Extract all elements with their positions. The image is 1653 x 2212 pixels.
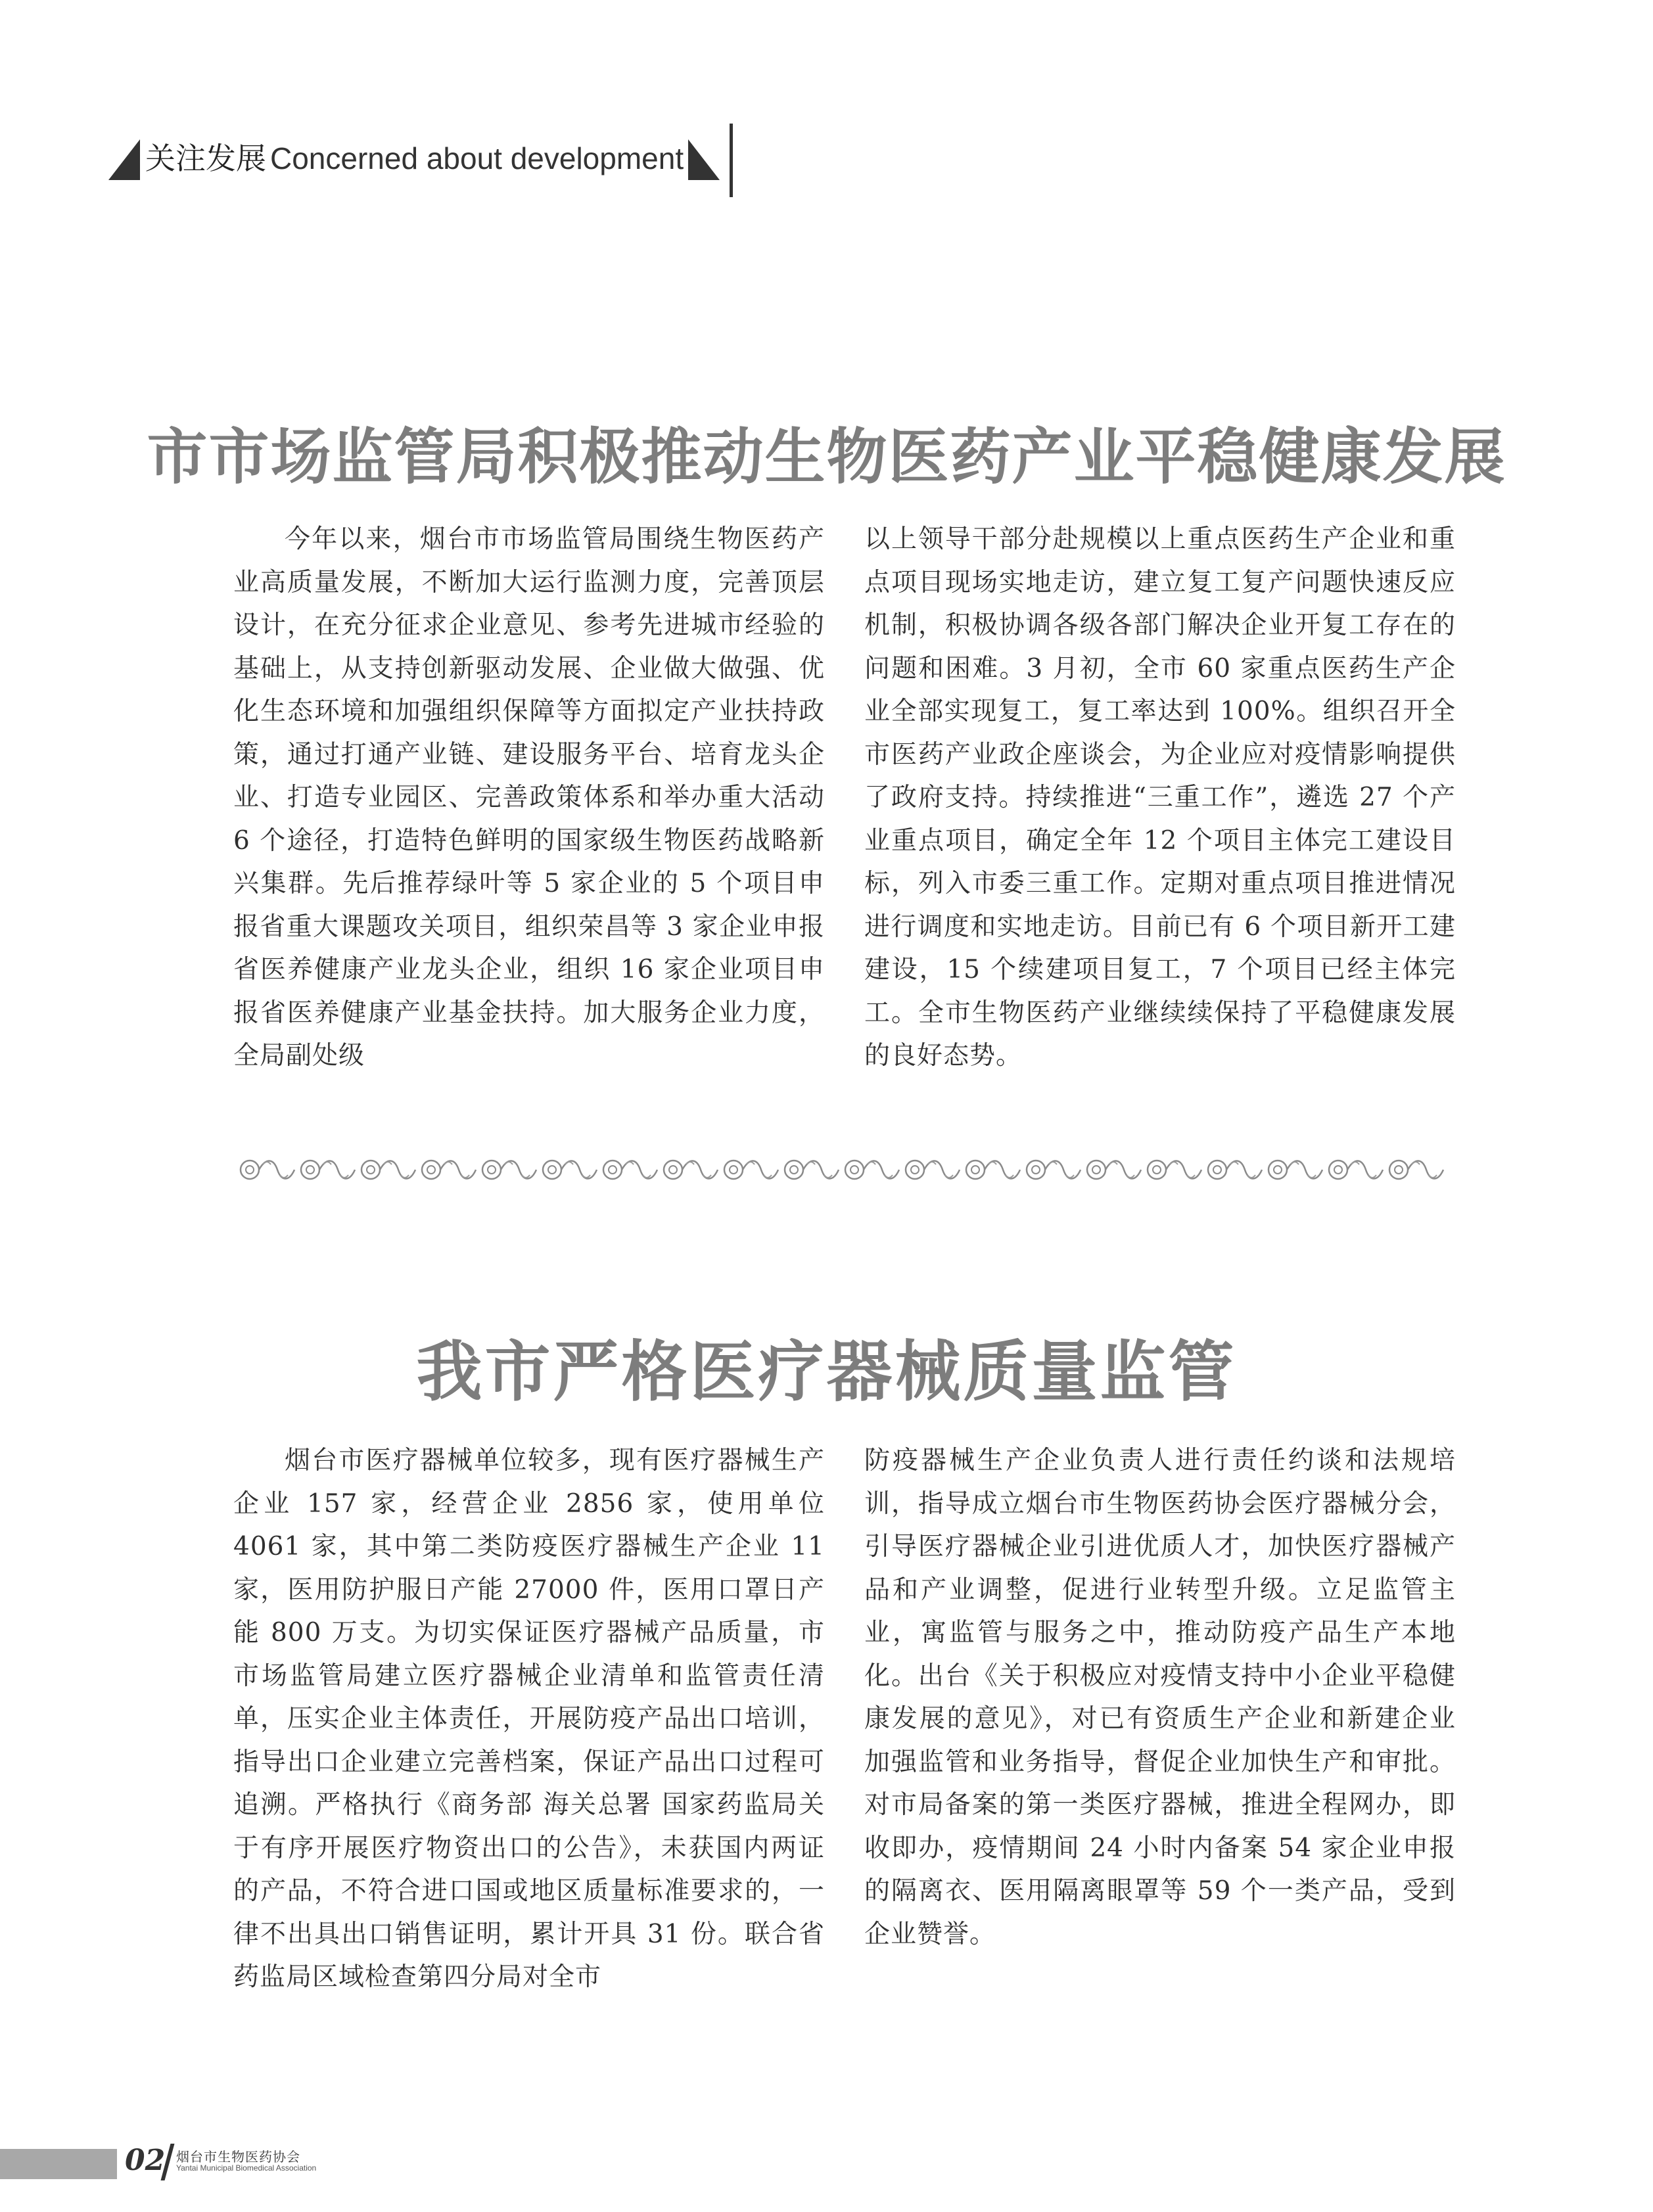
header-triangle-right bbox=[688, 139, 720, 180]
footer-bar bbox=[0, 2149, 117, 2179]
section-label bbox=[145, 141, 684, 176]
section-label-en: Concerned about development bbox=[270, 141, 684, 175]
article2-title: 我市严格医疗器械质量监管 bbox=[416, 1333, 1237, 1410]
page-number: 02 bbox=[125, 2144, 166, 2177]
header-divider bbox=[730, 124, 733, 197]
article1-column-right: 以上领导干部分赴规模以上重点医药生产企业和重点项目现场实地走访，建立复工复产问题快速反应机制，积极协调各级各部门解决企业开复工存在的问题和困难。3 月初，全市 60 家重点医药生产企业全部实现复工，复工率达到 100%。组织召开全市医药产业政企座谈会，为企业应对疫情影响提供了政府支持。持续推进“三重工作”，遴选 27 个产业重点项目，确定全年 12 个项目主体完工建设目标，列入市委三重工作。定期对重点项目推进情况进行调度和实地走访。目前已有 6 个项目新开工建建设，15 个续建项目复工，7 个项目已经主体完工。全市生物医药产业继续续保持了平稳健康发展的良好态势。 bbox=[864, 524, 1456, 1071]
footer-org-en: Yantai Municipal Biomedical Association bbox=[176, 2163, 317, 2173]
footer-org-cn: 烟台市生物医药协会 bbox=[176, 2149, 300, 2165]
article2-column-right: 防疫器械生产企业负责人进行责任约谈和法规培训，指导成立烟台市生物医药协会医疗器械分会，引导医疗器械企业引进优质人才，加快医疗器械产品和产业调整，促进行业转型升级。立足监管主业，寓监管与服务之中，推动防疫产品生产本地化。出台《关于积极应对疫情支持中小企业平稳健康发展的意见》，对已有资质生产企业和新建企业加强监管和业务指导，督促企业加快生产和审批。对市局备案的第一类医疗器械，推进全程网办，即收即办，疫情期间 24 小时内备案 54 家企业申报的隔离衣、医用隔离眼罩等 59 个一类产品，受到企业赞誉。 bbox=[864, 1446, 1456, 1949]
ornamental-divider bbox=[237, 1150, 1446, 1189]
section-header bbox=[108, 118, 739, 197]
article1-title: 市市场监管局积极推动生物医药产业平稳健康发展 bbox=[147, 421, 1506, 492]
section-label-cn: 关注发展 bbox=[145, 141, 266, 176]
article1-column-left: 今年以来，烟台市市场监管局围绕生物医药产业高质量发展，不断加大运行监测力度，完善顶层设计，在充分征求企业意见、参考先进城市经验的基础上，从支持创新驱动发展、企业做大做强、优化生态环境和加强组织保障等方面拟定产业扶持政策，通过打通产业链、建设服务平台、培育龙头企业、打造专业园区、完善政策体系和举办重大活动 6 个途径，打造特色鲜明的国家级生物医药战略新兴集群。先后推荐绿叶等 5 家企业的 5 个项目申报省重大课题攻关项目，组织荣昌等 3 家企业申报省医养健康产业龙头企业，组织 16 家企业项目申报省医养健康产业基金扶持。加大服务企业力度，全局副处级 bbox=[233, 524, 825, 1071]
article2-column-left: 烟台市医疗器械单位较多，现有医疗器械生产企业 157 家，经营企业 2856 家，使用单位 4061 家，其中第二类防疫医疗器械生产企业 11 家，医用防护服日产能 27000 件，医用口罩日产能 800 万支。为切实保证医疗器械产品质量，市市场监管局建立医疗器械企业清单和监管责任清单，压实企业主体责任，开展防疫产品出口培训，指导出口企业建立完善档案，保证产品出口过程可追溯。严格执行《商务部 海关总署 国家药监局关于有序开展医疗物资出口的公告》，未获国内两证的产品，不符合进口国或地区质量标准要求的，一律不出具出口销售证明，累计开具 31 份。联合省药监局区域检查第四分局对全市 bbox=[233, 1446, 825, 1992]
header-triangle-left bbox=[108, 139, 140, 180]
